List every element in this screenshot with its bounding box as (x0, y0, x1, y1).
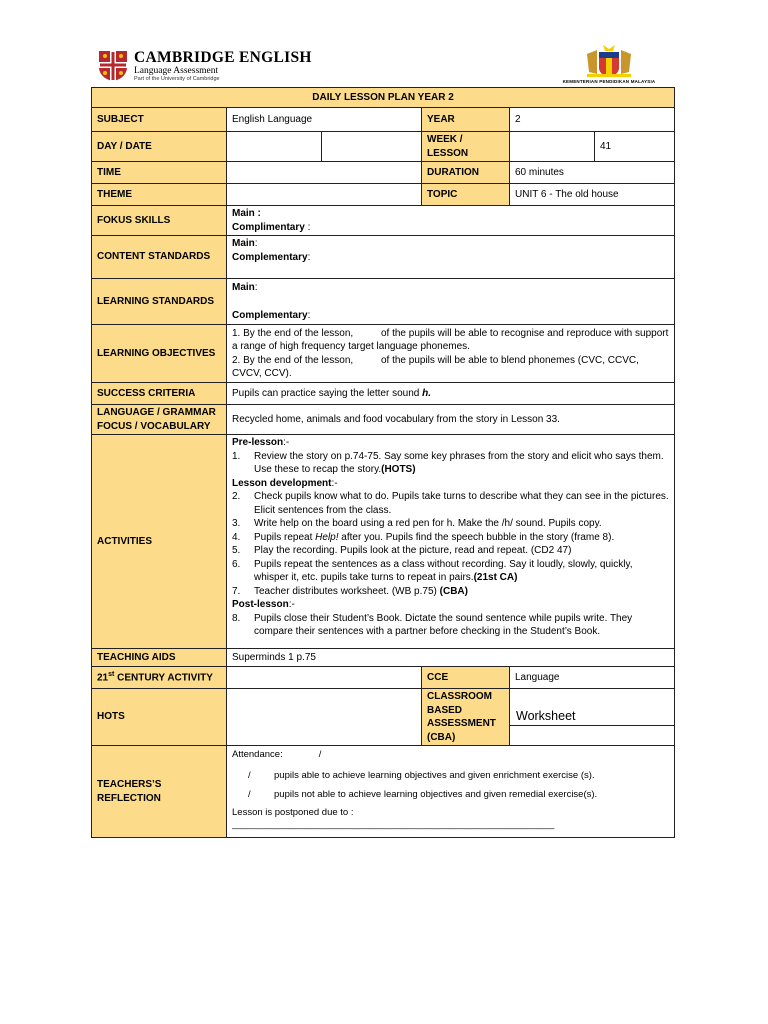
activity-item: 1. Review the story on p.74-75. Say some key phrases from the story and elicit who says them. Use these to recap the story.(HOTS) (232, 450, 664, 475)
activity-4-help: Help! (315, 531, 339, 543)
language-focus-label: LANGUAGE / GRAMMAR FOCUS / VOCABULARY (92, 405, 227, 435)
pre-lesson-heading: Pre-lesson (232, 437, 284, 448)
reflection-1-slash: / (248, 769, 251, 781)
success-text: Pupils can practice saying the letter sound (232, 387, 423, 399)
theme-value (227, 184, 422, 206)
objective-1: 1. By the end of the lesson, of the pupils will be able to recognise and reproduce with support a range of high frequency target language phonemes. (232, 327, 672, 352)
success-criteria-label: SUCCESS CRITERIA (92, 383, 227, 405)
fokus-comp: Complimentary (232, 221, 305, 233)
time-label: TIME (92, 162, 227, 184)
activity-1: Review the story on p.74-75. Say some key phrases from the story and elicit who says them. Use these to recap the story. (254, 450, 664, 475)
activity-1-tag: (HOTS) (381, 464, 416, 475)
lesson-dev-heading: Lesson development (232, 477, 332, 489)
reflection-row-1 (232, 770, 669, 783)
content-main: Main (232, 238, 255, 249)
success-letter: h. (422, 387, 431, 399)
subject-label: SUBJECT (92, 108, 227, 132)
cambridge-title: CAMBRIDGE ENGLISH (134, 49, 312, 66)
century-sup: st (108, 671, 115, 679)
language-focus-value: Recycled home, animals and food vocabulary from the story in Lesson 33. (227, 405, 675, 435)
activity-item: 4. Pupils repeat Help! after you. Pupils find the speech bubble in the story (frame 8). (232, 531, 615, 543)
activity-5: Play the recording. Pupils look at the picture, read and repeat. (CD2 47) (254, 545, 572, 556)
cba-value: Worksheet (510, 708, 674, 726)
activity-7: Teacher distributes worksheet. (WB p.75) (254, 585, 440, 597)
activities-label: ACTIVITIES (92, 435, 227, 649)
reflection-2: pupils not able to achieve learning objectives and given remedial exercise(s). (274, 788, 598, 800)
fokus-main: Main : (232, 208, 261, 219)
activity-item: 3. Write help on the board using a red pen for h. Make the /h/ sound. Pupils copy. (232, 518, 602, 529)
ls-comp: Complementary (232, 309, 308, 321)
activity-6-tag: (21st CA) (473, 572, 518, 583)
activity-8: Pupils close their Student’s Book. Dictate the sound sentence while pupils write. They compare their sentences with a partner before checking in the Student’s Book. (254, 612, 633, 637)
header (0, 0, 768, 88)
content-standards-label: CONTENT STANDARDS (92, 236, 227, 279)
reflection-1: pupils able to achieve learning objectives and given enrichment exercise (s). (274, 769, 595, 781)
time-value (227, 162, 422, 184)
learning-standards-label: LEARNING STANDARDS (92, 279, 227, 325)
teaching-aids-value: Superminds 1 p.75 (227, 649, 675, 667)
success-criteria-value (227, 383, 675, 405)
cba-value-cell (510, 689, 675, 746)
pre-lesson-sep: :- (283, 437, 290, 448)
plan-title: DAILY LESSON PLAN YEAR 2 (92, 88, 675, 108)
malaysia-crest-icon (583, 44, 635, 78)
activity-6: Pupils repeat the sentences as a class without recording. Say it loudly, slowly, quickly, whisper it, etc. pupils take turns to repeat in pairs. (254, 558, 633, 583)
week-label: WEEK / LESSON (422, 132, 510, 162)
activity-3: Write help on the board using a red pen for h. Make the /h/ sound. Pupils copy. (254, 518, 602, 529)
activity-4a: Pupils repeat (254, 531, 316, 543)
fokus-comp-colon: : (304, 221, 311, 233)
hots-label: HOTS (92, 689, 227, 746)
activity-2: Check pupils know what to do. Pupils take turns to describe what they can see in the pictures. Elicit sentences from the class. (254, 491, 669, 516)
cce-label: CCE (422, 667, 510, 689)
day-value (227, 132, 322, 162)
cba-value-split (510, 708, 674, 726)
post-lesson-sep: :- (288, 599, 295, 610)
cba-label: CLASSROOM BASED ASSESSMENT (CBA) (422, 689, 510, 746)
learning-standards-value (227, 279, 675, 325)
activity-4b: after you. Pupils find the speech bubble in the story (frame 8). (338, 531, 615, 543)
content-comp-colon: : (307, 251, 311, 263)
topic-value: UNIT 6 - The old house (510, 184, 675, 206)
activity-item: 7. Teacher distributes worksheet. (WB p.75) (CBA) (232, 585, 468, 597)
year-value: 2 (510, 108, 675, 132)
activities-list-dev (232, 490, 669, 598)
kpm-text: KEMENTERIAN PENDIDIKAN MALAYSIA (562, 79, 656, 84)
activity-item: 5. Play the recording. Pupils look at the picture, read and repeat. (CD2 47) (232, 545, 572, 556)
day-label: DAY / DATE (92, 132, 227, 162)
hots-value (227, 689, 422, 746)
lesson-value: 41 (595, 132, 675, 162)
lesson-plan-table (91, 87, 675, 838)
reflection-2-slash: / (248, 788, 251, 800)
kpm-logo (555, 44, 663, 84)
postponed-line: _____________________________________________________________ (232, 820, 555, 831)
duration-label: DURATION (422, 162, 510, 184)
week-value (510, 132, 595, 162)
activity-item: 6. Pupils repeat the sentences as a class without recording. Say it loudly, slowly, quickly, whisper it, etc. pupils take turns to repeat in pairs.(21st CA) (232, 558, 633, 583)
post-lesson-heading: Post-lesson (232, 599, 289, 610)
postponed-text: Lesson is postponed due to : (232, 807, 354, 819)
subject-value: English Language (227, 108, 422, 132)
fokus-skills-label: FOKUS SKILLS (92, 206, 227, 236)
cambridge-part: Part of the University of Cambridge (134, 76, 220, 82)
learning-objectives-label: LEARNING OBJECTIVES (92, 325, 227, 383)
lesson-dev-sep: :- (331, 477, 338, 489)
activities-value (227, 435, 675, 649)
year-label: YEAR (422, 108, 510, 132)
fokus-skills-value (227, 206, 675, 236)
activities-list (232, 450, 669, 477)
reflection-value (227, 746, 675, 838)
century-text: CENTURY ACTIVITY (114, 672, 213, 684)
duration-value: 60 minutes (510, 162, 675, 184)
ls-comp-colon: : (307, 309, 311, 321)
learning-objectives-value (227, 325, 675, 383)
century-activity-label (92, 667, 227, 689)
attendance-slash: / (318, 749, 322, 760)
date-value (322, 132, 422, 162)
activities-list-post (232, 612, 669, 639)
cambridge-logo (98, 50, 312, 83)
content-comp: Complementary (232, 251, 308, 263)
activity-7-tag: (CBA) (439, 585, 468, 597)
ls-main-colon: : (254, 281, 258, 293)
teaching-aids-label: TEACHING AIDS (92, 649, 227, 667)
content-standards-value (227, 236, 675, 279)
century-activity-value (227, 667, 422, 689)
cambridge-subtitle: Language Assessment (134, 65, 219, 76)
theme-label: THEME (92, 184, 227, 206)
attendance-label: Attendance: (232, 749, 283, 760)
activity-item: 8. Pupils close their Student’s Book. Dictate the sound sentence while pupils write. They compare their sentences with a partner before checking in the Student’s Book. (232, 612, 669, 639)
content-main-colon: : (254, 238, 258, 249)
activity-item: 2. Check pupils know what to do. Pupils take turns to describe what they can see in the pictures. Elicit sentences from the class. (232, 491, 669, 516)
objective-2: 2. By the end of the lesson, of the pupils will be able to blend phonemes (CVC, CCVC, CVCV, CCV). (232, 354, 642, 379)
century-num: 21 (97, 672, 109, 684)
topic-label: TOPIC (422, 184, 510, 206)
ls-main: Main (232, 281, 255, 293)
reflection-label: TEACHERS’S REFLECTION (92, 746, 227, 838)
reflection-row-2 (232, 789, 669, 802)
cce-value: Language (510, 667, 675, 689)
cambridge-shield-icon (98, 50, 128, 82)
